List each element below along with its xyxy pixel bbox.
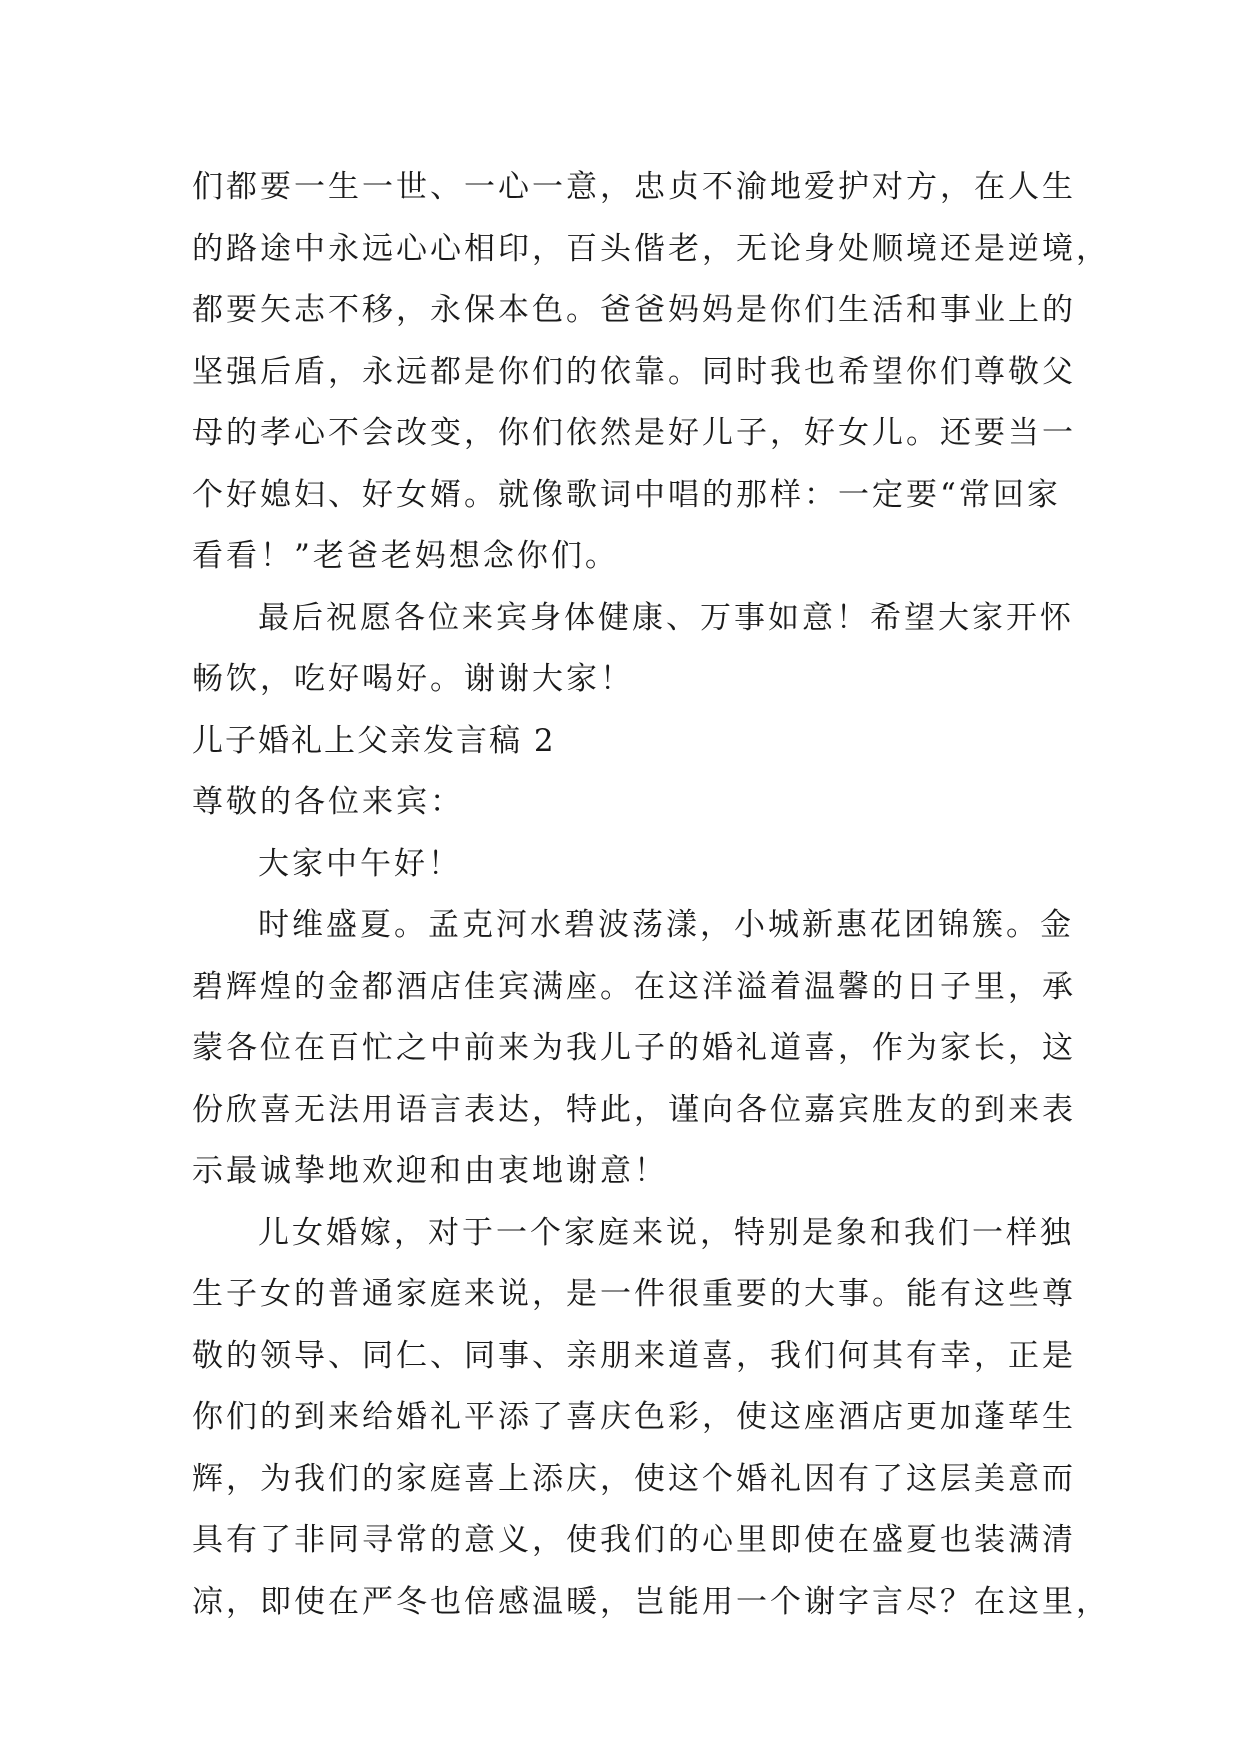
salutation: 尊敬的各位来宾： [192, 784, 464, 820]
text-line: 畅饮，吃好喝好。谢谢大家！ [192, 661, 634, 697]
text-line: 示最诚挚地欢迎和由衷地谢意！ [192, 1153, 668, 1189]
text-line: 都要矢志不移，永保本色。爸爸妈妈是你们生活和事业上的 [192, 292, 1076, 328]
text-line: 具有了非同寻常的意义，使我们的心里即使在盛夏也装满清 [192, 1522, 1076, 1558]
text-line: 敬的领导、同仁、同事、亲朋来道喜，我们何其有幸，正是 [192, 1337, 1076, 1374]
text-line: 你们的到来给婚礼平添了喜庆色彩，使这座酒店更加蓬荜生 [192, 1399, 1076, 1435]
text-line: 个好媳妇、好女婿。就像歌词中唱的那样：一定要“常回家 [192, 476, 1061, 513]
paragraph-first-line: 时维盛夏。孟克河水碧波荡漾，小城新惠花团锦簇。金 [258, 907, 1074, 943]
text-line: 的路途中永远心心相印，百头偕老，无论身处顺境还是逆境， [192, 230, 1110, 267]
text-line: 蒙各位在百忙之中前来为我儿子的婚礼道喜，作为家长，这 [192, 1030, 1076, 1066]
text-line: 们都要一生一世、一心一意，忠贞不渝地爱护对方，在人生 [192, 169, 1076, 205]
text-line: 辉，为我们的家庭喜上添庆，使这个婚礼因有了这层美意而 [192, 1460, 1076, 1497]
text-line: 坚强后盾，永远都是你们的依靠。同时我也希望你们尊敬父 [192, 353, 1076, 390]
text-line: 母的孝心不会改变，你们依然是好儿子，好女儿。还要当一 [192, 415, 1076, 451]
paragraph-first-line: 最后祝愿各位来宾身体健康、万事如意！希望大家开怀 [258, 599, 1074, 636]
greeting: 大家中午好！ [258, 845, 462, 882]
section-heading: 儿子婚礼上父亲发言稿 2 [192, 722, 556, 759]
text-line: 看看！”老爸老妈想念你们。 [192, 538, 619, 574]
paragraph-first-line: 儿女婚嫁，对于一个家庭来说，特别是象和我们一样独 [258, 1214, 1074, 1251]
text-line: 份欣喜无法用语言表达，特此，谨向各位嘉宾胜友的到来表 [192, 1091, 1076, 1128]
text-line: 生子女的普通家庭来说，是一件很重要的大事。能有这些尊 [192, 1276, 1076, 1312]
document-body [192, 157, 1110, 1633]
text-line: 碧辉煌的金都酒店佳宾满座。在这洋溢着温馨的日子里，承 [192, 968, 1076, 1005]
text-line: 凉，即使在严冬也倍感温暖，岂能用一个谢字言尽？在这里， [192, 1583, 1110, 1620]
